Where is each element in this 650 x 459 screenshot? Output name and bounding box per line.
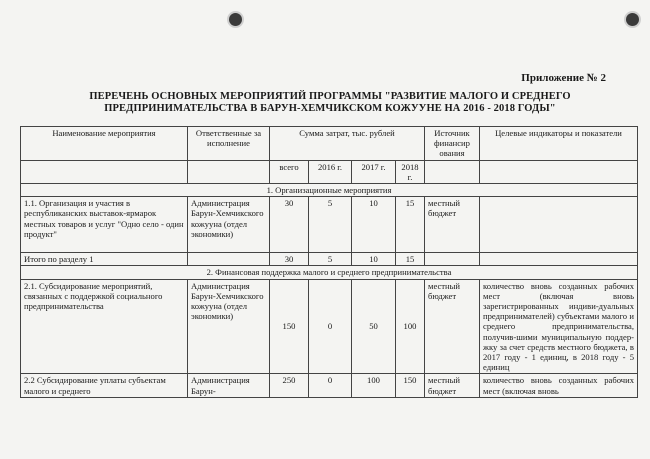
subheader-empty-name	[21, 160, 188, 183]
measure-2017: 100	[352, 374, 396, 397]
measure-indicators: количество вновь созданных рабочих мест (включая вновь зарегистрированных индиви-дуальных предпринимателей) субъектами малого и среднего предпринимательства, получив-шими муниципальную поддер-жку за счет средств местного бюджета, в 2017 году - 1 единиц, в 2018 году - 5 единиц	[480, 279, 638, 374]
measure-2018: 15	[396, 197, 425, 253]
header-cost: Сумма затрат, тыс. рублей	[270, 127, 425, 161]
subtotal-label: Итого по разделу 1	[21, 253, 188, 266]
measure-responsible: Администрация Барун-Хемчикского кожууна (отдел экономики)	[188, 197, 270, 253]
measure-name: 2.2 Субсидирование уплаты субъектам малого и среднего	[21, 374, 188, 397]
header-2016: 2016 г.	[309, 160, 352, 183]
header-total: всего	[270, 160, 309, 183]
appendix-label: Приложение № 2	[521, 72, 606, 84]
subtotal-source	[425, 253, 480, 266]
subheader-empty-responsible	[188, 160, 270, 183]
punch-hole-left	[229, 13, 242, 26]
measure-source: местный бюджет	[425, 197, 480, 253]
measure-2018: 100	[396, 279, 425, 374]
subtotal-indicators	[480, 253, 638, 266]
subheader-empty-indicators	[480, 160, 638, 183]
measure-source: местный бюджет	[425, 279, 480, 374]
measure-2018: 150	[396, 374, 425, 397]
subtotal-responsible	[188, 253, 270, 266]
table-row	[21, 253, 638, 266]
subtotal-2016: 5	[309, 253, 352, 266]
measure-2016: 5	[309, 197, 352, 253]
measure-2017: 50	[352, 279, 396, 374]
subtotal-total: 30	[270, 253, 309, 266]
title-line-1: ПЕРЕЧЕНЬ ОСНОВНЫХ МЕРОПРИЯТИЙ ПРОГРАММЫ "РАЗВИТИЕ МАЛОГО И СРЕДНЕГО	[89, 91, 571, 102]
measure-2016: 0	[309, 279, 352, 374]
subheader-row	[21, 160, 638, 183]
measure-2017: 10	[352, 197, 396, 253]
measure-responsible: Администрация Барун-	[188, 374, 270, 397]
measure-total: 250	[270, 374, 309, 397]
section-row	[21, 266, 638, 279]
subtotal-2018: 15	[396, 253, 425, 266]
header-2017: 2017 г.	[352, 160, 396, 183]
header-name: Наименование мероприятия	[21, 127, 188, 161]
measure-responsible: Администрация Барун-Хемчикского кожууна (отдел экономики)	[188, 279, 270, 374]
section-1-title: 1. Организационные мероприятия	[21, 184, 638, 197]
punch-hole-right	[626, 13, 639, 26]
header-responsible: Ответственные за исполнение	[188, 127, 270, 161]
header-indicators: Целевые индикаторы и показатели	[480, 127, 638, 161]
table-row	[21, 374, 638, 397]
measures-table	[20, 126, 638, 398]
subheader-empty-source	[425, 160, 480, 183]
measure-indicators	[480, 197, 638, 253]
measure-name: 2.1. Субсидирование мероприятий, связанных с поддержкой социального предпринимательства	[21, 279, 188, 374]
subtotal-2017: 10	[352, 253, 396, 266]
title-line-2: ПРЕДПРИНИМАТЕЛЬСТВА В БАРУН-ХЕМЧИКСКОМ КОЖУУНЕ НА 2016 - 2018 ГОДЫ"	[104, 103, 556, 114]
measure-2016: 0	[309, 374, 352, 397]
measure-total: 150	[270, 279, 309, 374]
measure-source: местный бюджет	[425, 374, 480, 397]
table-row	[21, 197, 638, 253]
measure-total: 30	[270, 197, 309, 253]
table-row	[21, 279, 638, 374]
header-2018: 2018 г.	[396, 160, 425, 183]
measure-indicators: количество вновь созданных рабочих мест (включая вновь	[480, 374, 638, 397]
header-row	[21, 127, 638, 161]
measure-name: 1.1. Организация и участия в республиканских выставок-ярмарок местных товаров и услуг "Одно село - один продукт"	[21, 197, 188, 253]
section-2-title: 2. Финансовая поддержка малого и среднего предпринимательства	[21, 266, 638, 279]
header-source: Источник финансир ования	[425, 127, 480, 161]
document-title	[60, 91, 600, 115]
section-row	[21, 184, 638, 197]
